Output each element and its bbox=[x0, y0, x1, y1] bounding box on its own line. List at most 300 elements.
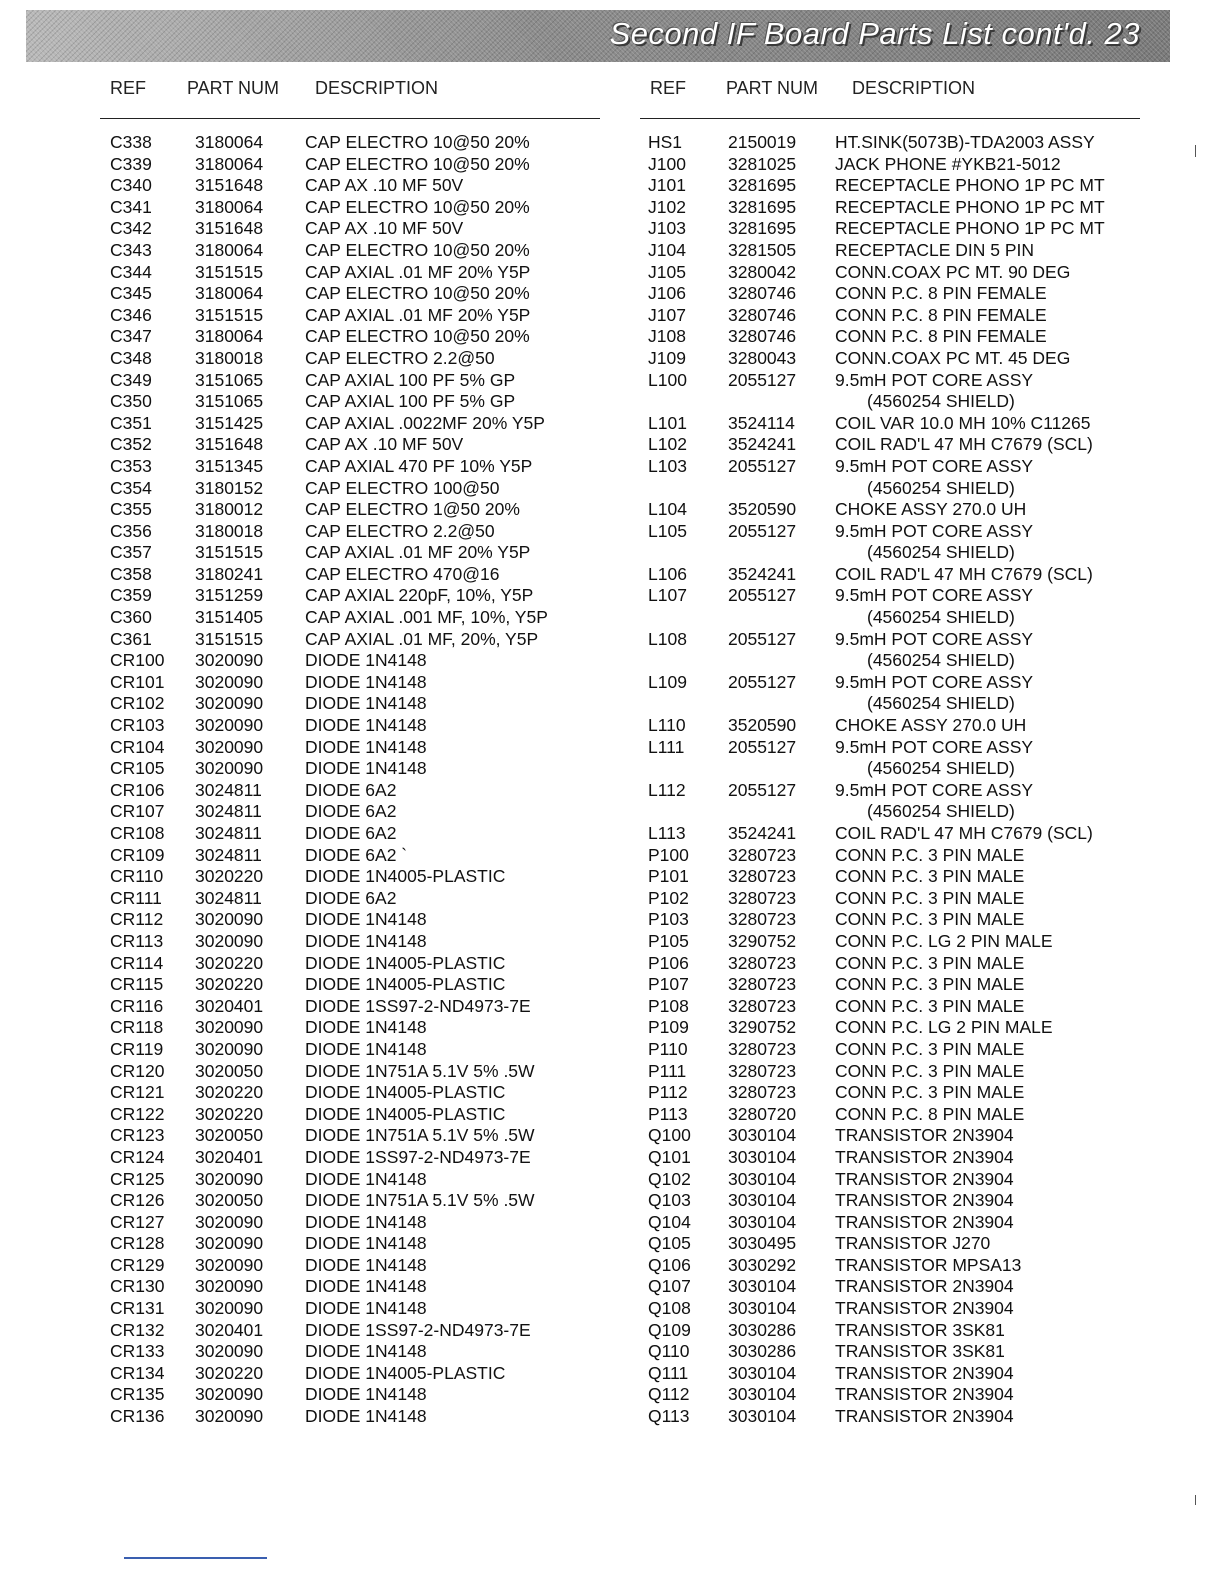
part-description: TRANSISTOR 2N3904 bbox=[835, 1190, 1014, 1211]
part-ref: CR116 bbox=[110, 995, 164, 1016]
part-number: 3520590 bbox=[728, 715, 797, 736]
table-row bbox=[640, 456, 1140, 478]
part-ref: P105 bbox=[648, 930, 689, 951]
part-ref: L108 bbox=[648, 628, 687, 649]
table-row bbox=[100, 499, 600, 521]
part-ref: CR103 bbox=[110, 715, 165, 736]
part-ref: CR110 bbox=[110, 866, 164, 887]
part-description: CONN P.C. 3 PIN MALE bbox=[835, 995, 1025, 1016]
part-ref: Q102 bbox=[648, 1168, 691, 1189]
header-part-num: PART NUM bbox=[187, 78, 280, 98]
part-ref: C344 bbox=[110, 261, 152, 282]
part-ref: CR134 bbox=[110, 1362, 165, 1383]
part-ref: J101 bbox=[648, 175, 686, 196]
part-ref: L107 bbox=[648, 585, 687, 606]
table-row bbox=[640, 1061, 1140, 1083]
part-description: (4560254 SHIELD) bbox=[867, 758, 1015, 779]
part-description: 9.5mH POT CORE ASSY bbox=[835, 628, 1034, 649]
table-row bbox=[100, 175, 600, 197]
part-number: 3290752 bbox=[728, 1017, 797, 1038]
part-number: 3020090 bbox=[195, 736, 264, 757]
table-row bbox=[100, 1363, 600, 1385]
table-row bbox=[640, 218, 1140, 240]
table-row bbox=[100, 1104, 600, 1126]
table-row bbox=[640, 629, 1140, 651]
part-ref: P110 bbox=[648, 1038, 688, 1059]
table-row bbox=[100, 1147, 600, 1169]
part-description: TRANSISTOR 2N3904 bbox=[835, 1406, 1014, 1427]
part-ref: J100 bbox=[648, 153, 686, 174]
part-number: 3024811 bbox=[195, 779, 262, 800]
part-ref: CR127 bbox=[110, 1211, 165, 1232]
part-ref: CR128 bbox=[110, 1233, 165, 1254]
part-description: TRANSISTOR MPSA13 bbox=[835, 1254, 1022, 1275]
table-row bbox=[640, 542, 1140, 564]
part-ref: C349 bbox=[110, 369, 152, 390]
table-row bbox=[100, 348, 600, 370]
part-number: 3281695 bbox=[728, 175, 797, 196]
table-row bbox=[640, 845, 1140, 867]
part-number: 3020401 bbox=[195, 1319, 264, 1340]
part-number: 3020050 bbox=[195, 1125, 264, 1146]
part-ref: C347 bbox=[110, 326, 152, 347]
part-ref: L104 bbox=[648, 499, 687, 520]
table-row bbox=[640, 693, 1140, 715]
table-row bbox=[100, 974, 600, 996]
part-description: DIODE 1N4148 bbox=[305, 1298, 427, 1319]
part-ref: C338 bbox=[110, 132, 152, 152]
scan-edge-mark bbox=[1195, 1495, 1196, 1505]
part-number: 3020401 bbox=[195, 1146, 264, 1167]
part-ref: J106 bbox=[648, 283, 686, 304]
part-description: CONN P.C. 3 PIN MALE bbox=[835, 952, 1025, 973]
table-row bbox=[100, 780, 600, 802]
table-row bbox=[100, 629, 600, 651]
part-ref: C341 bbox=[110, 196, 152, 217]
part-ref: L110 bbox=[648, 715, 686, 736]
table-row bbox=[640, 1212, 1140, 1234]
part-number: 3020090 bbox=[195, 930, 264, 951]
part-number: 3280720 bbox=[728, 1103, 797, 1124]
part-description: 9.5mH POT CORE ASSY bbox=[835, 520, 1034, 541]
part-ref: C352 bbox=[110, 434, 152, 455]
part-number: 3281695 bbox=[728, 218, 797, 239]
part-description: 9.5mH POT CORE ASSY bbox=[835, 455, 1034, 476]
table-row bbox=[100, 823, 600, 845]
part-description: CONN.COAX PC MT. 45 DEG bbox=[835, 347, 1071, 368]
part-description: DIODE 6A2 bbox=[305, 823, 397, 843]
part-number: 3280746 bbox=[728, 283, 797, 304]
part-number: 2055127 bbox=[728, 628, 797, 649]
table-row bbox=[640, 521, 1140, 543]
part-number: 3180064 bbox=[195, 326, 264, 347]
part-description: RECEPTACLE PHONO 1P PC MT bbox=[835, 218, 1105, 239]
part-ref: CR118 bbox=[110, 1017, 164, 1038]
part-ref: P112 bbox=[648, 1082, 688, 1103]
part-description: DIODE 1N4148 bbox=[305, 671, 427, 692]
part-number: 3280746 bbox=[728, 304, 797, 325]
part-description: (4560254 SHIELD) bbox=[867, 801, 1015, 822]
part-ref: Q111 bbox=[648, 1362, 689, 1383]
part-number: 3180012 bbox=[195, 499, 264, 520]
table-row bbox=[100, 1233, 600, 1255]
part-description: CONN P.C. 8 PIN FEMALE bbox=[835, 283, 1047, 304]
part-ref: J108 bbox=[648, 326, 686, 347]
part-number: 3020220 bbox=[195, 866, 264, 887]
part-number: 3281025 bbox=[728, 153, 797, 174]
part-number: 3020090 bbox=[195, 909, 264, 930]
parts-table-right bbox=[640, 78, 1140, 1427]
table-row bbox=[640, 1190, 1140, 1212]
part-description: CONN P.C. 8 PIN FEMALE bbox=[835, 304, 1047, 325]
part-number: 3020090 bbox=[195, 650, 264, 671]
part-description: TRANSISTOR 2N3904 bbox=[835, 1211, 1014, 1232]
table-row bbox=[640, 585, 1140, 607]
part-number: 3151515 bbox=[195, 304, 264, 325]
table-row bbox=[640, 1017, 1140, 1039]
part-ref: C356 bbox=[110, 520, 152, 541]
part-number: 3030104 bbox=[728, 1125, 797, 1146]
part-ref: CR133 bbox=[110, 1341, 165, 1362]
part-description: (4560254 SHIELD) bbox=[867, 693, 1015, 714]
part-number: 3020090 bbox=[195, 1276, 264, 1297]
part-description: CONN P.C. 8 PIN FEMALE bbox=[835, 326, 1047, 347]
part-number: 3520590 bbox=[728, 499, 797, 520]
part-number: 3020050 bbox=[195, 1060, 264, 1081]
part-ref: CR113 bbox=[110, 930, 164, 951]
part-number: 2055127 bbox=[728, 520, 797, 541]
table-row bbox=[100, 1320, 600, 1342]
part-description: CAP AXIAL .01 MF 20% Y5P bbox=[305, 542, 531, 563]
table-row bbox=[640, 478, 1140, 500]
part-description: COIL RAD'L 47 MH C7679 (SCL) bbox=[835, 823, 1093, 843]
part-ref: CR131 bbox=[110, 1298, 165, 1319]
part-description: CAP ELECTRO 10@50 20% bbox=[305, 283, 530, 304]
part-description: CONN P.C. 3 PIN MALE bbox=[835, 909, 1025, 930]
part-description: CAP ELECTRO 470@16 bbox=[305, 563, 500, 584]
part-ref: J109 bbox=[648, 347, 686, 368]
part-number: 3524241 bbox=[728, 434, 797, 455]
part-number: 3020090 bbox=[195, 1298, 264, 1319]
table-row bbox=[100, 585, 600, 607]
table-header bbox=[100, 78, 600, 119]
part-ref: Q106 bbox=[648, 1254, 691, 1275]
part-ref: CR108 bbox=[110, 823, 165, 843]
part-description: DIODE 1N4148 bbox=[305, 693, 427, 714]
part-description: TRANSISTOR 2N3904 bbox=[835, 1168, 1014, 1189]
part-number: 3281695 bbox=[728, 196, 797, 217]
part-number: 3030104 bbox=[728, 1362, 797, 1383]
part-ref: L105 bbox=[648, 520, 687, 541]
table-row bbox=[100, 240, 600, 262]
table-row bbox=[640, 413, 1140, 435]
part-number: 3030104 bbox=[728, 1276, 797, 1297]
part-number: 3280723 bbox=[728, 909, 797, 930]
part-description: DIODE 1N4148 bbox=[305, 650, 427, 671]
part-description: DIODE 1N4148 bbox=[305, 1406, 427, 1427]
part-description: 9.5mH POT CORE ASSY bbox=[835, 671, 1034, 692]
part-ref: CR105 bbox=[110, 758, 165, 779]
part-description: DIODE 1N4148 bbox=[305, 1038, 427, 1059]
part-description: HT.SINK(5073B)-TDA2003 ASSY bbox=[835, 132, 1095, 152]
part-number: 3524241 bbox=[728, 823, 797, 843]
part-ref: CR107 bbox=[110, 801, 165, 822]
table-row bbox=[100, 953, 600, 975]
part-number: 3290752 bbox=[728, 930, 797, 951]
table-row bbox=[640, 434, 1140, 456]
part-description: DIODE 1N4148 bbox=[305, 715, 427, 736]
table-row bbox=[100, 262, 600, 284]
table-row bbox=[640, 1125, 1140, 1147]
part-description: COIL VAR 10.0 MH 10% C11265 bbox=[835, 412, 1091, 433]
table-row bbox=[100, 456, 600, 478]
part-ref: C350 bbox=[110, 391, 152, 412]
page-title: Second IF Board Parts List cont'd. 23 bbox=[609, 16, 1140, 51]
part-ref: C346 bbox=[110, 304, 152, 325]
part-description: CONN P.C. 3 PIN MALE bbox=[835, 1038, 1025, 1059]
table-row bbox=[100, 693, 600, 715]
part-number: 3030286 bbox=[728, 1341, 797, 1362]
part-description: CONN P.C. 3 PIN MALE bbox=[835, 866, 1025, 887]
part-ref: P101 bbox=[648, 866, 689, 887]
part-ref: Q100 bbox=[648, 1125, 691, 1146]
part-number: 3524114 bbox=[728, 412, 795, 433]
part-number: 3280723 bbox=[728, 844, 797, 865]
part-ref: L100 bbox=[648, 369, 687, 390]
part-ref: CR104 bbox=[110, 736, 165, 757]
table-row bbox=[100, 1384, 600, 1406]
part-ref: CR106 bbox=[110, 779, 165, 800]
part-ref: CR129 bbox=[110, 1254, 165, 1275]
table-row bbox=[640, 996, 1140, 1018]
part-description: TRANSISTOR 2N3904 bbox=[835, 1276, 1014, 1297]
part-description: CAP AX .10 MF 50V bbox=[305, 434, 464, 455]
part-number: 3280723 bbox=[728, 974, 797, 995]
part-ref: CR112 bbox=[110, 909, 164, 930]
table-header bbox=[640, 78, 1140, 119]
part-ref: C340 bbox=[110, 175, 152, 196]
part-number: 3180152 bbox=[195, 477, 264, 498]
table-row bbox=[640, 1082, 1140, 1104]
part-number: 3020090 bbox=[195, 758, 264, 779]
part-description: CAP AXIAL .01 MF, 20%, Y5P bbox=[305, 628, 539, 649]
table-row bbox=[640, 175, 1140, 197]
part-number: 3020090 bbox=[195, 1168, 264, 1189]
part-number: 3024811 bbox=[195, 801, 262, 822]
part-number: 3151405 bbox=[195, 607, 264, 628]
part-description: TRANSISTOR 2N3904 bbox=[835, 1146, 1014, 1167]
part-description: DIODE 6A2 bbox=[305, 887, 397, 908]
part-ref: CR102 bbox=[110, 693, 165, 714]
table-row bbox=[640, 1298, 1140, 1320]
part-description: CAP AXIAL .001 MF, 10%, Y5P bbox=[305, 607, 548, 628]
part-ref: L102 bbox=[648, 434, 687, 455]
table-row bbox=[100, 413, 600, 435]
part-ref: Q110 bbox=[648, 1341, 690, 1362]
part-description: TRANSISTOR 2N3904 bbox=[835, 1362, 1014, 1383]
part-description: CONN P.C. 8 PIN MALE bbox=[835, 1103, 1025, 1124]
footer-rule bbox=[124, 1557, 267, 1559]
table-row bbox=[640, 132, 1140, 154]
part-ref: L106 bbox=[648, 563, 687, 584]
part-number: 3030104 bbox=[728, 1384, 797, 1405]
part-ref: C354 bbox=[110, 477, 152, 498]
table-row bbox=[100, 845, 600, 867]
table-row bbox=[640, 650, 1140, 672]
part-ref: Q103 bbox=[648, 1190, 691, 1211]
part-ref: Q101 bbox=[648, 1146, 691, 1167]
table-row bbox=[100, 197, 600, 219]
part-description: DIODE 1N4148 bbox=[305, 736, 427, 757]
part-ref: C360 bbox=[110, 607, 152, 628]
part-number: 3020090 bbox=[195, 671, 264, 692]
table-row bbox=[640, 391, 1140, 413]
part-number: 2150019 bbox=[728, 132, 797, 152]
part-number: 2055127 bbox=[728, 736, 797, 757]
table-row bbox=[100, 1212, 600, 1234]
part-ref: P103 bbox=[648, 909, 689, 930]
part-description: DIODE 1N4005-PLASTIC bbox=[305, 1082, 506, 1103]
part-ref: CR119 bbox=[110, 1038, 164, 1059]
table-row bbox=[100, 1169, 600, 1191]
part-ref: C357 bbox=[110, 542, 152, 563]
part-number: 3151065 bbox=[195, 391, 264, 412]
table-row bbox=[100, 1190, 600, 1212]
part-ref: J104 bbox=[648, 239, 686, 260]
part-description: CAP ELECTRO 2.2@50 bbox=[305, 347, 495, 368]
table-row bbox=[640, 909, 1140, 931]
part-number: 3020090 bbox=[195, 1038, 264, 1059]
part-number: 3020220 bbox=[195, 952, 264, 973]
part-ref: Q108 bbox=[648, 1298, 691, 1319]
table-row bbox=[100, 1061, 600, 1083]
part-ref: C343 bbox=[110, 239, 152, 260]
table-row bbox=[640, 780, 1140, 802]
table-row bbox=[100, 370, 600, 392]
part-number: 3024811 bbox=[195, 823, 262, 843]
part-ref: CR101 bbox=[110, 671, 165, 692]
part-number: 3180064 bbox=[195, 283, 264, 304]
part-number: 3280043 bbox=[728, 347, 797, 368]
part-description: TRANSISTOR 2N3904 bbox=[835, 1298, 1014, 1319]
part-ref: Q109 bbox=[648, 1319, 691, 1340]
part-number: 3524241 bbox=[728, 563, 797, 584]
table-row bbox=[640, 283, 1140, 305]
table-row bbox=[100, 521, 600, 543]
table-row bbox=[640, 1406, 1140, 1428]
part-number: 3280746 bbox=[728, 326, 797, 347]
table-row bbox=[100, 132, 600, 154]
part-number: 3180064 bbox=[195, 239, 264, 260]
part-description: 9.5mH POT CORE ASSY bbox=[835, 585, 1034, 606]
part-ref: CR114 bbox=[110, 952, 164, 973]
part-description: COIL RAD'L 47 MH C7679 (SCL) bbox=[835, 434, 1093, 455]
table-row bbox=[100, 434, 600, 456]
part-description: DIODE 1SS97-2-ND4973-7E bbox=[305, 995, 531, 1016]
part-number: 3151345 bbox=[195, 455, 264, 476]
part-number: 3180241 bbox=[195, 563, 264, 584]
part-ref: CR121 bbox=[110, 1082, 165, 1103]
part-ref: C359 bbox=[110, 585, 152, 606]
part-description: CAP ELECTRO 10@50 20% bbox=[305, 196, 530, 217]
part-number: 3030292 bbox=[728, 1254, 797, 1275]
part-description: CAP AXIAL .01 MF 20% Y5P bbox=[305, 261, 531, 282]
part-description: CONN P.C. 3 PIN MALE bbox=[835, 974, 1025, 995]
part-ref: P111 bbox=[648, 1060, 687, 1081]
table-row bbox=[640, 1276, 1140, 1298]
part-description: CONN P.C. 3 PIN MALE bbox=[835, 1082, 1025, 1103]
part-number: 2055127 bbox=[728, 455, 797, 476]
table-row bbox=[640, 1104, 1140, 1126]
part-description: CAP ELECTRO 10@50 20% bbox=[305, 239, 530, 260]
part-ref: CR125 bbox=[110, 1168, 165, 1189]
table-row bbox=[640, 1147, 1140, 1169]
table-row bbox=[100, 650, 600, 672]
part-description: CAP AXIAL 100 PF 5% GP bbox=[305, 391, 516, 412]
header-description: DESCRIPTION bbox=[315, 78, 439, 98]
parts-table-left bbox=[100, 78, 600, 1427]
part-number: 3020090 bbox=[195, 1254, 264, 1275]
part-description: CAP AXIAL 470 PF 10% Y5P bbox=[305, 455, 533, 476]
table-row bbox=[640, 1255, 1140, 1277]
table-row bbox=[640, 564, 1140, 586]
part-ref: CR111 bbox=[110, 887, 162, 908]
part-number: 3020220 bbox=[195, 1103, 264, 1124]
part-number: 3180064 bbox=[195, 196, 264, 217]
part-description: DIODE 1N4005-PLASTIC bbox=[305, 1362, 506, 1383]
part-ref: CR126 bbox=[110, 1190, 165, 1211]
part-number: 3020090 bbox=[195, 1341, 264, 1362]
part-number: 3280723 bbox=[728, 887, 797, 908]
part-ref: P106 bbox=[648, 952, 689, 973]
part-description: (4560254 SHIELD) bbox=[867, 650, 1015, 671]
part-ref: CR109 bbox=[110, 844, 165, 865]
part-description: DIODE 1N4148 bbox=[305, 909, 427, 930]
part-number: 3030104 bbox=[728, 1298, 797, 1319]
parts-list-left bbox=[100, 132, 600, 1428]
part-number: 3030495 bbox=[728, 1233, 797, 1254]
part-number: 3180064 bbox=[195, 153, 264, 174]
part-ref: CR132 bbox=[110, 1319, 165, 1340]
table-row bbox=[640, 370, 1140, 392]
part-description: CONN.COAX PC MT. 90 DEG bbox=[835, 261, 1071, 282]
part-ref: L112 bbox=[648, 779, 686, 800]
part-description: DIODE 1N4148 bbox=[305, 1276, 427, 1297]
part-ref: CR122 bbox=[110, 1103, 165, 1124]
part-ref: L113 bbox=[648, 823, 686, 843]
part-ref: C348 bbox=[110, 347, 152, 368]
table-row bbox=[100, 888, 600, 910]
header-description: DESCRIPTION bbox=[852, 78, 976, 98]
table-row bbox=[640, 974, 1140, 996]
part-ref: C345 bbox=[110, 283, 152, 304]
part-number: 3151065 bbox=[195, 369, 264, 390]
part-description: DIODE 1SS97-2-ND4973-7E bbox=[305, 1146, 531, 1167]
part-number: 3020220 bbox=[195, 1082, 264, 1103]
part-description: DIODE 1N751A 5.1V 5% .5W bbox=[305, 1060, 535, 1081]
part-number: 3180018 bbox=[195, 347, 264, 368]
part-number: 3024811 bbox=[195, 887, 262, 908]
header-ref: REF bbox=[110, 78, 146, 98]
part-number: 3020090 bbox=[195, 1384, 264, 1405]
table-row bbox=[640, 823, 1140, 845]
table-row bbox=[100, 931, 600, 953]
part-ref: P107 bbox=[648, 974, 689, 995]
part-number: 3151425 bbox=[195, 412, 264, 433]
part-ref: P113 bbox=[648, 1103, 688, 1124]
part-ref: L101 bbox=[648, 412, 687, 433]
part-description: DIODE 1N4005-PLASTIC bbox=[305, 866, 506, 887]
